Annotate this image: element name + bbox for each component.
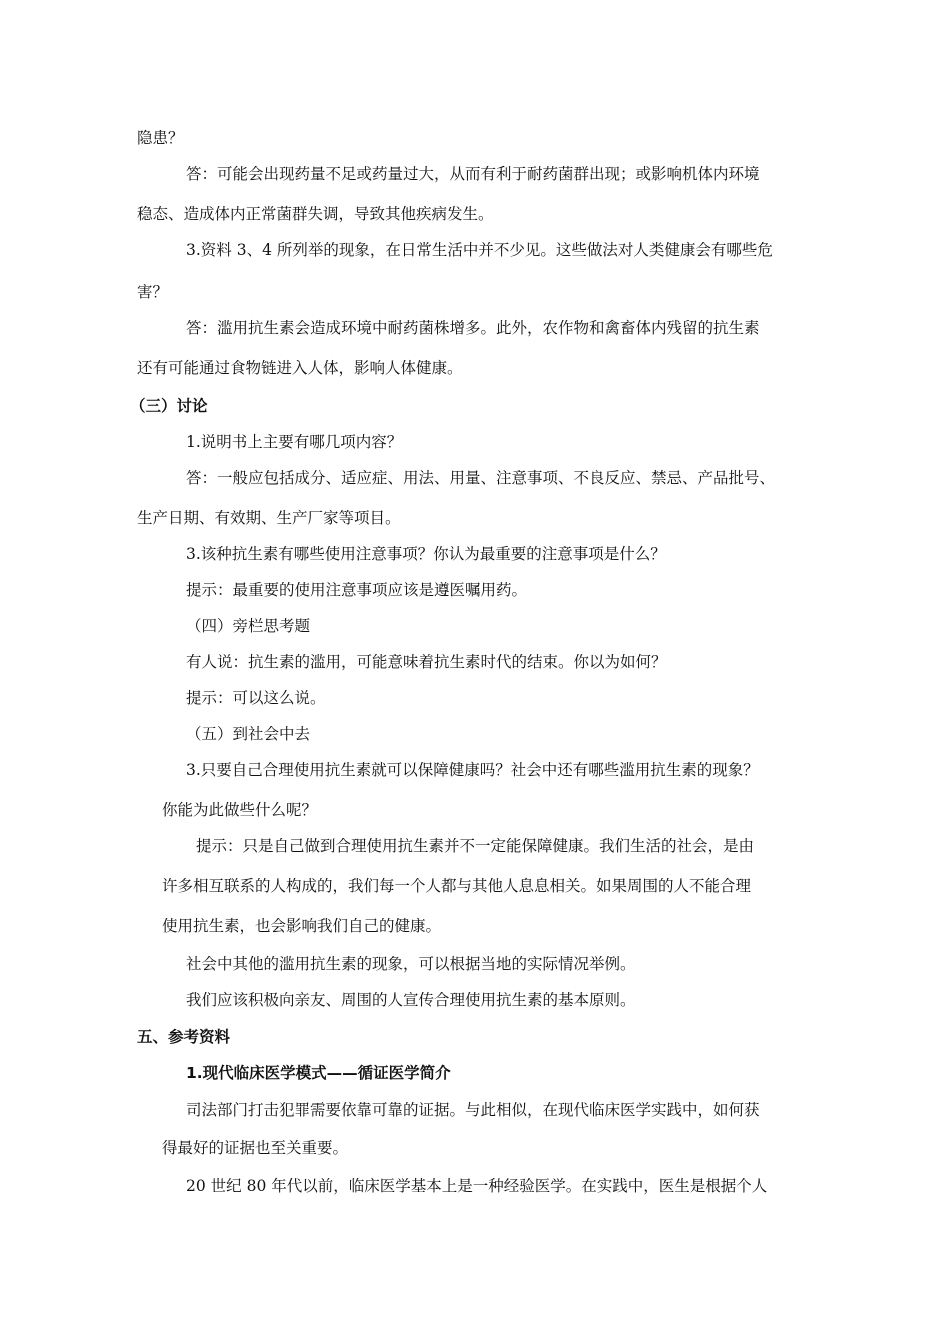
hint-line: 提示：只是自己做到合理使用抗生素并不一定能保障健康。我们生活的社会，是由 — [196, 837, 755, 855]
subsection-heading: （五）到社会中去 — [186, 725, 311, 743]
text-line: 我们应该积极向亲友、周围的人宣传合理使用抗生素的基本原则。 — [186, 991, 636, 1009]
answer-line: 答：可能会出现药量不足或药量过大，从而有利于耐药菌群出现；或影响机体内环境 — [186, 165, 760, 183]
hint-line: 提示：可以这么说。 — [186, 689, 326, 707]
question-line: 有人说：抗生素的滥用，可能意味着抗生素时代的结束。你以为如何？ — [186, 653, 667, 671]
text-line: 使用抗生素，也会影响我们自己的健康。 — [162, 917, 442, 935]
subsection-heading: （四）旁栏思考题 — [186, 617, 311, 635]
subsection-heading: 1.现代临床医学模式——循证医学简介 — [186, 1064, 451, 1082]
question-line: 1.说明书上主要有哪几项内容？ — [186, 433, 403, 451]
text-line: 稳态、造成体内正常菌群失调，导致其他疾病发生。 — [137, 205, 494, 223]
text-line: 害？ — [137, 283, 169, 301]
text-line: 生产日期、有效期、生产厂家等项目。 — [137, 509, 401, 527]
section-heading: （三）讨论 — [130, 397, 208, 415]
text-line: 还有可能通过食物链进入人体，影响人体健康。 — [137, 359, 463, 377]
text-line: 社会中其他的滥用抗生素的现象，可以根据当地的实际情况举例。 — [186, 955, 636, 973]
hint-line: 提示：最重要的使用注意事项应该是遵医嘱用药。 — [186, 581, 528, 599]
question-line: 3.资料 3、4 所列举的现象，在日常生活中并不少见。这些做法对人类健康会有哪些危 — [186, 241, 773, 259]
answer-line: 答：一般应包括成分、适应症、用法、用量、注意事项、不良反应、禁忌、产品批号、 — [186, 469, 776, 487]
text-line: 隐患？ — [137, 129, 184, 147]
text-line: 你能为此做些什么呢？ — [162, 801, 318, 819]
answer-line: 答：滥用抗生素会造成环境中耐药菌株增多。此外，农作物和禽畜体内残留的抗生素 — [186, 319, 760, 337]
question-line: 3.只要自己合理使用抗生素就可以保障健康吗？社会中还有哪些滥用抗生素的现象？ — [186, 761, 759, 779]
text-line: 得最好的证据也至关重要。 — [162, 1139, 349, 1157]
question-line: 3.该种抗生素有哪些使用注意事项？你认为最重要的注意事项是什么？ — [186, 545, 666, 563]
section-heading: 五、参考资料 — [137, 1028, 231, 1046]
text-line: 20 世纪 80 年代以前，临床医学基本上是一种经验医学。在实践中，医生是根据个人 — [186, 1177, 768, 1195]
text-line: 许多相互联系的人构成的，我们每一个人都与其他人息息相关。如果周围的人不能合理 — [162, 877, 752, 895]
text-line: 司法部门打击犯罪需要依靠可靠的证据。与此相似，在现代临床医学实践中，如何获 — [186, 1101, 760, 1119]
